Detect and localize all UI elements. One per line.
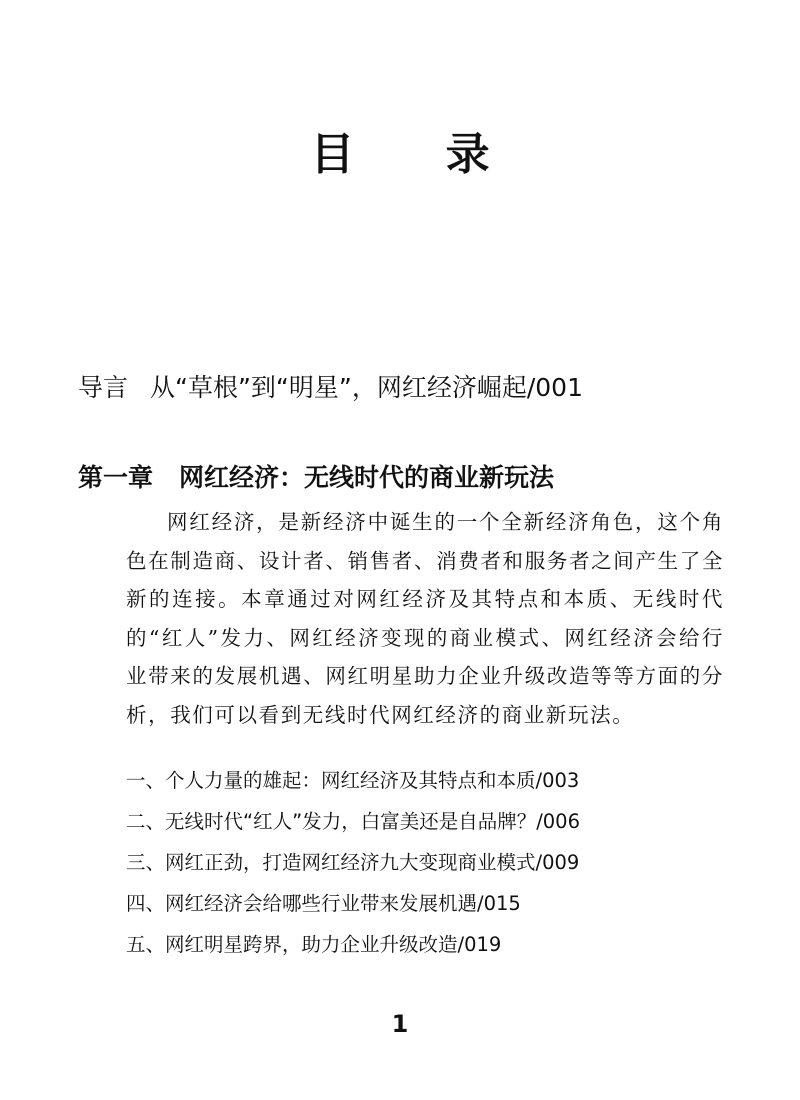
chapter-title: 网红经济：无线时代的商业新玩法 [179, 463, 555, 492]
section-list [126, 760, 580, 965]
section-item[interactable]: 一、个人力量的雄起：网红经济及其特点和本质/003 [126, 769, 580, 792]
intro-page: /001 [526, 373, 583, 402]
page-number: 1 [391, 1010, 409, 1038]
toc-entry-intro[interactable] [78, 368, 583, 404]
toc-entry-chapter-1[interactable] [78, 458, 554, 494]
section-item[interactable]: 三、网红正劲，打造网红经济九大变现商业模式/009 [126, 851, 580, 874]
intro-title: 从“草根”到“明星”，网红经济崛起 [150, 373, 527, 402]
section-item[interactable]: 五、网红明星跨界，助力企业升级改造/019 [126, 933, 502, 956]
page-title: 目 录 [310, 129, 528, 180]
chapter-label: 第一章 [78, 463, 154, 492]
section-item[interactable]: 四、网红经济会给哪些行业带来发展机遇/015 [126, 892, 521, 915]
section-item[interactable]: 二、无线时代“红人”发力，白富美还是自品牌？/006 [126, 810, 580, 833]
chapter-summary: 网红经济，是新经济中诞生的一个全新经济角色，这个角色在制造商、设计者、销售者、消费者和服务者之间产生了全新的连接。本章通过对网红经济及其特点和本质、无线时代的“红人”发力、网红经济变现的商业模式、网红经济会给行业带来的发展机遇、网红明星助力企业升级改造等等方面的分析，我们可以看到无线时代网红经济的商业新玩法。 [126, 510, 724, 727]
intro-label: 导言 [78, 373, 129, 402]
